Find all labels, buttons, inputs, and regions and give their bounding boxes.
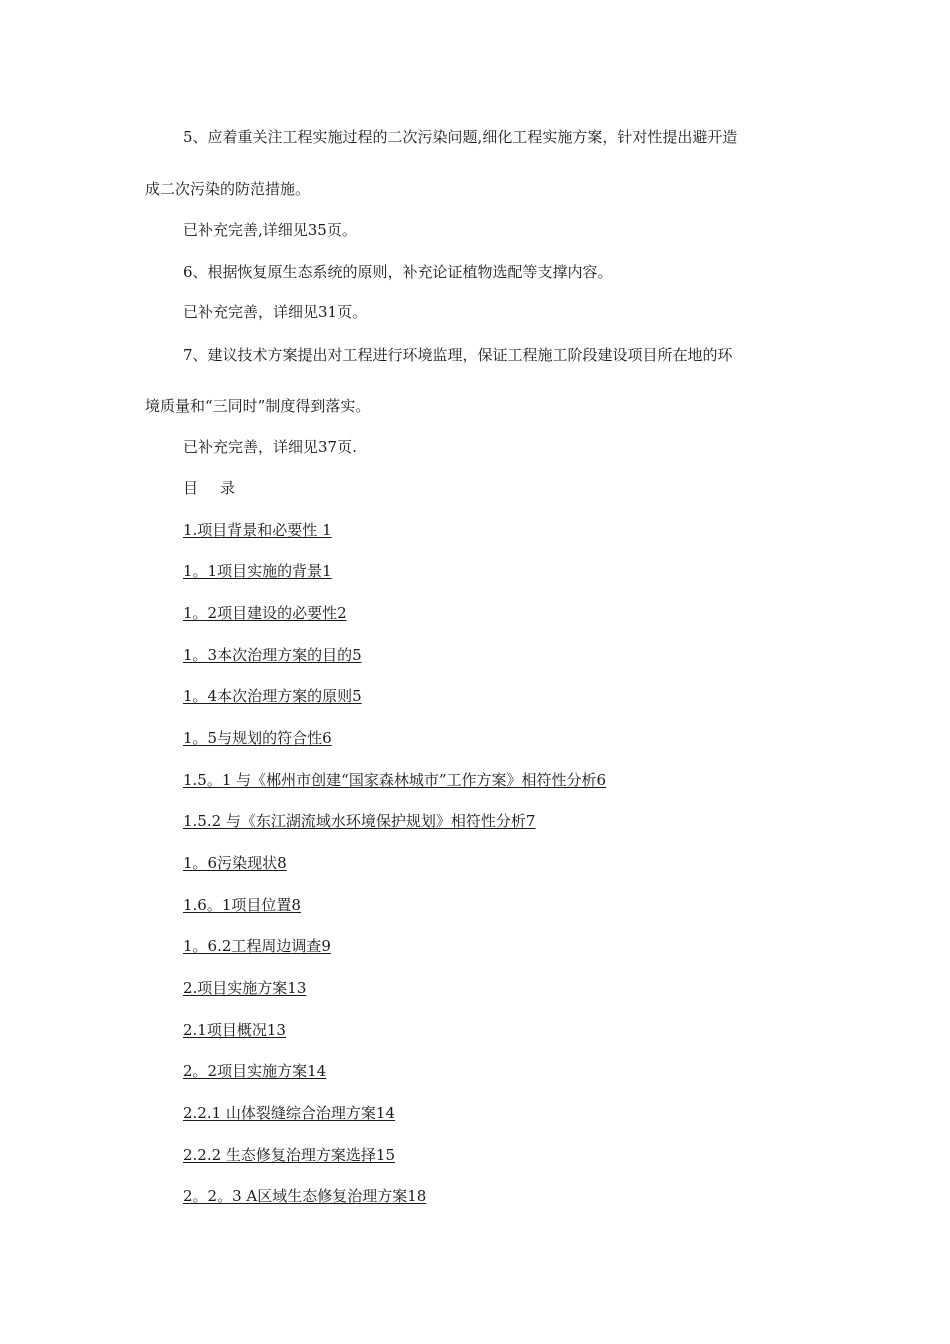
toc-entry[interactable]: 2。2项目实施方案14 bbox=[183, 1062, 327, 1080]
toc-entry[interactable]: 2.2.2 生态修复治理方案选择15 bbox=[183, 1146, 396, 1164]
toc-entry[interactable]: 2.2.1 山体裂缝综合治理方案14 bbox=[183, 1104, 396, 1122]
paragraph-7-line-1: 7、建议技术方案提出对工程进行环境监理，保证工程施工阶段建设项目所在地的环 bbox=[183, 346, 733, 364]
toc-entry[interactable]: 1。6污染现状8 bbox=[183, 854, 287, 872]
toc-entry[interactable]: 1.项目背景和必要性 1 bbox=[183, 521, 332, 539]
toc-entry[interactable]: 1。6.2工程周边调查9 bbox=[183, 937, 331, 955]
reply-7: 已补充完善，详细见37页. bbox=[183, 438, 357, 456]
toc-heading: 目录 bbox=[183, 479, 258, 497]
toc-entry[interactable]: 1.5.2 与《东江湖流域水环境保护规划》相符性分析7 bbox=[183, 812, 536, 830]
paragraph-5-line-2: 成二次污染的防范措施。 bbox=[145, 180, 311, 198]
paragraph-7-line-2: 境质量和“三同时”制度得到落实。 bbox=[145, 397, 371, 415]
toc-entry[interactable]: 1。3本次治理方案的目的5 bbox=[183, 646, 362, 664]
toc-entry[interactable]: 2.项目实施方案13 bbox=[183, 979, 307, 997]
paragraph-6-line-1: 6、根据恢复原生态系统的原则，补充论证植物选配等支撑内容。 bbox=[183, 263, 613, 281]
toc-entry[interactable]: 1。5与规划的符合性6 bbox=[183, 729, 332, 747]
toc-entry[interactable]: 1.5。1 与《郴州市创建“国家森林城市”工作方案》相符性分析6 bbox=[183, 771, 607, 789]
paragraph-5-line-1: 5、应着重关注工程实施过程的二次污染问题,细化工程实施方案，针对性提出避开造 bbox=[183, 128, 738, 146]
toc-entry[interactable]: 1。1项目实施的背景1 bbox=[183, 562, 332, 580]
reply-6: 已补充完善，详细见31页。 bbox=[183, 303, 368, 321]
toc-entry[interactable]: 1。2项目建设的必要性2 bbox=[183, 604, 347, 622]
toc-entry[interactable]: 2.1项目概况13 bbox=[183, 1021, 286, 1039]
toc-entry[interactable]: 1。4本次治理方案的原则5 bbox=[183, 687, 362, 705]
reply-5: 已补充完善,详细见35页。 bbox=[183, 221, 357, 239]
toc-entry[interactable]: 2。2。3 A区域生态修复治理方案18 bbox=[183, 1187, 427, 1205]
toc-entry[interactable]: 1.6。1项目位置8 bbox=[183, 896, 301, 914]
